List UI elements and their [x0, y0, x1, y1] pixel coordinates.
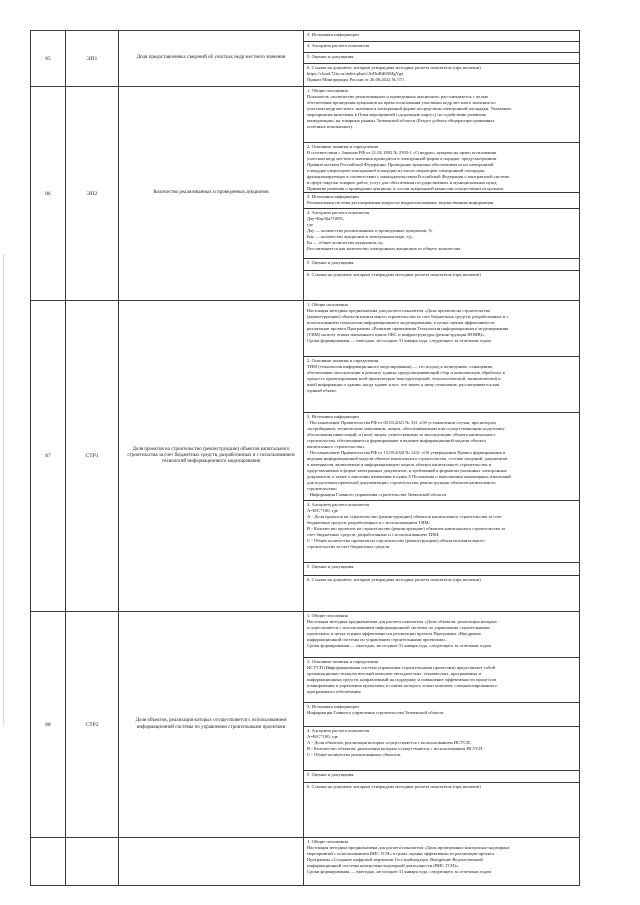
- row-number: [31, 838, 66, 886]
- section-text-line: осуществляется с использованием информационной системы по управлению строительными: [307, 624, 490, 630]
- section-text-line: организационно-технологический комплекс методических, технических, программных и: [307, 670, 482, 676]
- section-text-line: мероприятия включены в План мероприятий («дорожную карту») по содействию развитию: [307, 111, 487, 117]
- section-text-line: - Постановление Правительства РФ от 15.09.2020 № 1431 «Об утверждении Правил формирования и: [307, 449, 506, 455]
- table-row: [31, 87, 580, 301]
- section-text-line: мероприятий с использованием ВИС ГСН» в целях оценки эффективности реализации проекта: [307, 850, 494, 856]
- section-heading: 2. Основные понятия и определения: [307, 144, 379, 149]
- section-heading: 4. Алгоритм расчета показателя: [307, 43, 370, 48]
- section-text-line: информационной системы контрольно-надзорной деятельности (ВИС ГСН)».: [307, 862, 460, 868]
- methodology-section: [304, 53, 579, 64]
- methodology-section: [304, 87, 579, 143]
- indicator-name: Доля проектов на строительство (реконструкцию) объектов капитального строительства за счет бюджетных средств, разработанных и с использованием технологий информационного моделирования: [119, 301, 304, 612]
- section-text-line: Ка — общее количество аукционов, ед.: [307, 239, 384, 245]
- indicator-name: Доля объектов, реализация которых осуществляется с использованием информационной системы по управлению строительными проектами: [119, 612, 304, 838]
- indicator-code: [66, 838, 119, 886]
- methodology-section: [304, 703, 579, 727]
- section-text-line: Принятие решения о проведении аукциона, в состав аукционной комиссии осуществляется органом: [307, 185, 503, 191]
- section-text-line: Настоящая методика предназначена для расчета показателя «Доля проведенных контрольно-надзорных: [307, 844, 510, 850]
- section-text-line: строительства за счет бюджетных средств: [307, 543, 390, 549]
- row-number: 87: [31, 301, 66, 612]
- section-text-line: полезных ископаемых).: [307, 123, 354, 129]
- indicator-code: СТР2: [66, 612, 119, 838]
- section-heading: 4. Алгоритм расчета показателя: [307, 210, 370, 215]
- methodology-cell: [304, 87, 580, 301]
- section-text-line: использованием технологии информационного моделирования» в целях оценки эффективности: [307, 319, 495, 325]
- section-heading: 5. Оценки и допущения: [307, 54, 354, 59]
- indicator-code: ЭП1: [66, 31, 119, 87]
- section-text-line: ведения информационной модели объекта капитального строительства, состава сведений, документов: [307, 455, 508, 461]
- section-heading: 5. Оценки и допущения: [307, 260, 354, 265]
- section-text-line: Правительством Российской Федерации. Проведение аукциона обеспечивается на электронной: [307, 161, 494, 167]
- section-text-line: Кау — количество аукционов в электронном виде, ед.,: [307, 233, 414, 239]
- section-heading: 1. Общие положения: [307, 88, 348, 93]
- indicator-table: [30, 30, 580, 886]
- section-text-line: программного обеспечения: [307, 688, 361, 694]
- methodology-cell: [304, 301, 580, 612]
- section-text-line: площадке оператором электронной площадки из числа операторов электронной площадки,: [307, 167, 486, 173]
- section-text-line: бюджетных средств, разработанных и с использованием ТИМ;: [307, 519, 430, 525]
- section-heading: 6. Ссылка на документ, которым утверждена методика расчета показателя (при наличии): [307, 65, 481, 70]
- section-heading: 1. Общие положения: [307, 302, 348, 307]
- section-text-line: капитального строительства»: [307, 443, 365, 449]
- section-text-line: Дау — количество реализованных и проведенных аукционов, %: [307, 227, 433, 233]
- section-text-line: участкам недр местного значения в электронной форме посредством электронной площадки. Указанные: [307, 105, 512, 111]
- section-text-line: строительства»: [307, 485, 338, 491]
- methodology-section: [304, 193, 579, 209]
- row-number: 88: [31, 612, 66, 838]
- section-text-line: - Постановление Правительства РФ от 05.03.2021 № 331 «Об установлении случая, при котором: [307, 419, 496, 425]
- section-text-line: застройщиком, техническим заказчиком, лицом, обеспечивающим или осуществляющим подготовку: [307, 425, 505, 431]
- section-text-line: Настоящая методика предназначена для расчета показателя «Доля объектов, реализация которых: [307, 618, 497, 624]
- methodology-section: [304, 783, 579, 837]
- section-heading: 3. Источники информации: [307, 32, 359, 37]
- section-text-line: обеспечения проведения аукционов на право пользования участками недр местного значения по: [307, 99, 496, 105]
- section-text-line: С - Общее количество реализованных объектов.: [307, 751, 401, 757]
- methodology-section: [304, 658, 579, 703]
- section-text-line: проектами» в целях оценки эффективности реализации проекта Программы «Внедрение: [307, 630, 482, 636]
- methodology-section: [304, 563, 579, 576]
- section-text-line: ИСУСП (Информационная система управления строительными проектами) представляет собой: [307, 664, 496, 670]
- section-heading: 6. Ссылка на документ, которым утверждена методика расчета показателя (при наличии): [307, 272, 481, 277]
- methodology-section: [304, 42, 579, 53]
- section-text-line: Дау=Кау/Ка*100%,: [307, 215, 345, 221]
- section-text-line: информационной системы по управлению строительными проектами».: [307, 636, 447, 642]
- section-text-line: участком недр местного значения проводится в электронной форме в порядке, предусмотренном: [307, 155, 497, 161]
- methodology-section: [304, 209, 579, 259]
- methodology-section: [304, 838, 579, 885]
- methodology-section: [304, 271, 579, 300]
- section-text-line: документов, а также о внесении изменения в пункт 6 Положения о выполнении инженерных изысканий: [307, 473, 511, 479]
- indicator-name: Доля предоставленных сведений об участках недр местного значения: [119, 31, 304, 87]
- section-text-line: представляемых в форме электронных документов, и требований к форматам указанных электронных: [307, 467, 508, 473]
- section-text-line: Региональная система регулирования вопросов недропользования, ведомственная информация: [307, 199, 494, 205]
- section-text-line: В - Количество объектов, реализация которых осуществляется с использованием ИСУСП;: [307, 745, 484, 751]
- section-heading: 4. Алгоритм расчета показателя: [307, 502, 370, 507]
- methodology-cell: [304, 838, 580, 886]
- section-text-line: (реконструкцию) объектов капитального строительства за счет бюджетных средств, разработанных и с: [307, 313, 509, 319]
- indicator-name: [119, 838, 304, 886]
- section-text-line: ТИМ (технология информационного моделирования) — это подход к возведению, оснащению,: [307, 363, 494, 369]
- section-text-line: А=В/С*100, где: [307, 507, 338, 513]
- methodology-section: [304, 727, 579, 771]
- section-heading: 1. Общие положения: [307, 613, 348, 618]
- section-text-line: В соответствии с Законом РФ от 21.02.1992 № 2395-1 «О недрах» аукцион на право пользования: [307, 149, 497, 155]
- section-text-line: С - Общее количество проектов на строительство (реконструкцию) объектов капитального: [307, 537, 485, 543]
- binding-margin: [3, 255, 8, 725]
- section-heading: 1. Общие положения: [307, 839, 348, 844]
- section-text-line: процессе проектирования всей архитектурно-конструкторской, технологической, экономической и: [307, 375, 501, 381]
- section-text-line: в сфере закупок товаров, работ, услуг для обеспечения государственных и муниципальных нужд.: [307, 179, 498, 185]
- section-text-line: Сроки формирования — ежегодно, не позднее 31 января года, следующего за отчетным годом: [307, 868, 492, 874]
- indicator-table-body: [31, 31, 580, 886]
- section-text-line: обеспечению эксплуатации и ремонту здания, предусматривающий сбор и комплексную обработку в: [307, 369, 505, 375]
- section-heading: 6. Ссылка на документ, которым утверждена методика расчета показателя (при наличии): [307, 577, 481, 582]
- methodology-section: [304, 771, 579, 783]
- section-text-line: (ТИМ) на всех этапах жизненного цикла ОКС и инфраструктуры (реконструкция ФОИВ)».: [307, 331, 486, 337]
- section-heading: 5. Оценки и допущения: [307, 772, 354, 777]
- section-text-line: В - Количество проектов на строительство (реконструкцию) объектов капитального строительства за: [307, 525, 506, 531]
- methodology-section: [304, 501, 579, 563]
- section-text-line: - Информация Главного управления строительства Тюменской области: [307, 491, 447, 497]
- row-number: 86: [31, 87, 66, 301]
- section-heading: 5. Оценки и допущения: [307, 564, 354, 569]
- section-text-line: счет бюджетных средств, разработанных и с использованием ТИМ;: [307, 531, 440, 537]
- section-text-line: информационных средств, направленный на поддержку и повышение эффективности процессов: [307, 676, 497, 682]
- section-text-line: единый объект.: [307, 387, 337, 393]
- section-text-line: https://cloud.72to.ru/index.php/s/ArDnBiRNMgYgx: [307, 70, 404, 76]
- methodology-section: [304, 301, 579, 357]
- section-text-line: А=В/С*100, где: [307, 733, 338, 739]
- section-text-line: Приказ Минприроды России от 26.08.2022 № 571: [307, 76, 405, 82]
- section-text-line: где: [307, 221, 314, 227]
- methodology-cell: [304, 31, 580, 87]
- methodology-cell: [304, 612, 580, 838]
- section-text-line: для подготовки проектной документации, строительства, реконструкции объектов капитального: [307, 479, 496, 485]
- section-heading: 3. Источники информации: [307, 414, 359, 419]
- section-heading: 2. Основные понятия и определения: [307, 659, 379, 664]
- table-row: [31, 612, 580, 838]
- section-text-line: Рассчитывается как количество электронных аукционов от общего количества: [307, 245, 461, 251]
- section-text-line: обоснования инвестиций, и (или) лицом, ответственным за эксплуатацию объекта капитального: [307, 431, 496, 437]
- section-heading: 2. Основные понятия и определения: [307, 358, 379, 363]
- indicator-code: СТР1: [66, 301, 119, 612]
- section-text-line: А - Доля объектов, реализация которых осуществляется с использованием ИСУСП;: [307, 739, 472, 745]
- section-text-line: строительства, обеспечиваются формирование и ведение информационной модели объекта: [307, 437, 486, 443]
- table-row: [31, 31, 580, 87]
- section-text-line: Информация Главного управления строительства Тюменской области: [307, 709, 444, 715]
- table-row: [31, 838, 580, 886]
- section-text-line: реализации проекта Программы «Развитие применения Технологии информационного моделирования: [307, 325, 509, 331]
- methodology-section: [304, 357, 579, 413]
- section-text-line: Сроки формирования — ежегодно, не позднее 31 января года, следующего за отчетным годом: [307, 337, 492, 343]
- section-text-line: иной информации о здании, когда здание и все, что имеет к нему отношение, рассматривается как: [307, 381, 500, 387]
- row-number: 85: [31, 31, 66, 87]
- table-row: [31, 301, 580, 612]
- section-text-line: Показатель «количество реализованных и проведенных аукционов» рассчитывается с целью: [307, 93, 489, 99]
- section-heading: 6. Ссылка на документ, которым утверждена методика расчета показателя (при наличии): [307, 784, 481, 789]
- section-heading: 3. Источники информации: [307, 194, 359, 199]
- methodology-section: [304, 413, 579, 501]
- section-text-line: Программы «Создание цифровой вертикали Госстройнадзора. Внедрение Ведомственной: [307, 856, 483, 862]
- methodology-section: [304, 259, 579, 271]
- section-text-line: планирования и управления проектами, в основе которого лежит комплекс специализированного: [307, 682, 498, 688]
- section-text-line: функционирующих в соответствии с законодательством Российской Федерации о контрактной системе: [307, 173, 510, 179]
- section-text-line: и материалов, включаемых в информационную модель объекта капитального строительства и: [307, 461, 492, 467]
- section-text-line: конкуренции» на товарных рынках Тюменской области (Раздел добыча общераспространенных: [307, 117, 495, 123]
- section-heading: 4. Алгоритм расчета показателя: [307, 728, 370, 733]
- indicator-code: ЭП2: [66, 87, 119, 301]
- methodology-section: [304, 64, 579, 86]
- section-text-line: Настоящая методика предназначена для расчета показателя «Доля проектов на строительство: [307, 307, 491, 313]
- indicator-name: Количество реализованных и проведенных аукционов: [119, 87, 304, 301]
- methodology-section: [304, 612, 579, 658]
- methodology-section: [304, 31, 579, 42]
- methodology-section: [304, 576, 579, 611]
- section-text-line: Сроки формирования — ежегодно, не позднее 31 января года, следующего за отчетным годом: [307, 642, 492, 648]
- methodology-section: [304, 143, 579, 193]
- section-text-line: А - Доля проектов на строительство (реконструкцию) объектов капитального строительства за счет: [307, 513, 502, 519]
- section-heading: 3. Источники информации: [307, 704, 359, 709]
